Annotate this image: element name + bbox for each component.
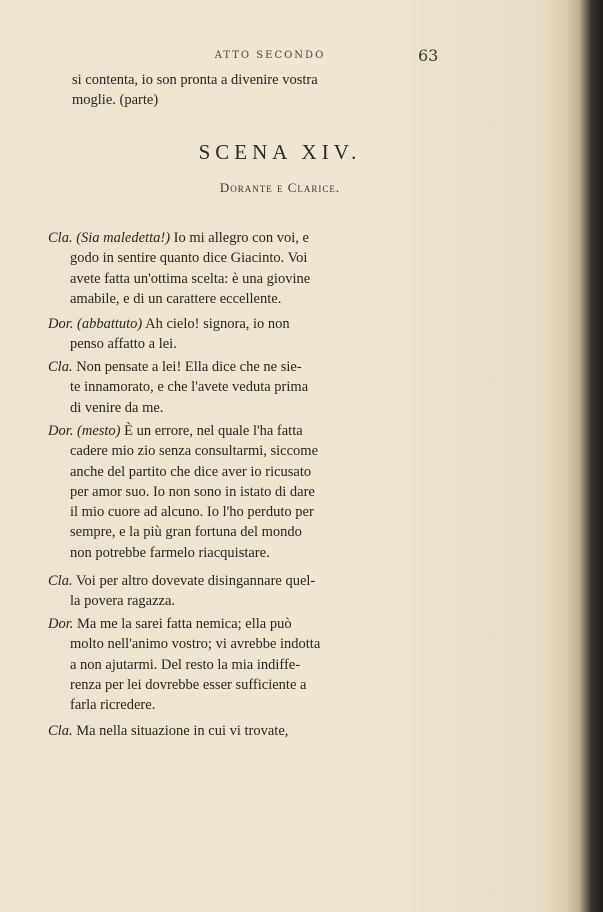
text-line: Voi per altro dovevate disingannare quel- [75,573,316,589]
stage-direction: (Sia maledetta!) [76,230,171,246]
text-line: Ah cielo! signora, io non [145,316,290,332]
speaker-name: Cla. [48,230,73,246]
text-line: avete fatta un'ottima scelta: è una giovine [70,270,311,287]
text-line: si contenta, io son pronta a divenire vostra [72,72,318,88]
speech-block [48,357,450,418]
speaker-name: Cla. [48,723,73,739]
text-line: penso affatto a lei. [70,336,177,353]
continued-text [72,70,450,111]
text-line: non potrebbe farmelo riacquistare. [70,544,270,561]
text-line: a non ajutarmi. Del resto la mia indiffe- [70,656,301,673]
text-line: farla ricredere. [70,697,156,714]
text-line: la povera ragazza. [70,593,176,610]
text-line: cadere mio zio senza consultarmi, siccome [70,443,319,460]
running-header: ATTO SECONDO [214,50,326,61]
text-line: godo in sentire quanto dice Giacinto. Voi [70,250,308,267]
text-line: amabile, e di un carattere eccellente. [70,290,282,307]
text-line: anche del partito che dice aver io ricusato [70,463,312,480]
speaker-name: Dor. [48,423,74,439]
text-line: Io mi allegro con voi, e [173,230,309,246]
speech-block [48,314,450,355]
page-number: 63 [418,46,439,65]
text-line: renza per lei dovrebbe esser sufficiente a [70,676,307,693]
text-line: Non pensate a lei! Ella dice che ne sie- [76,359,302,375]
text-line: Ma nella situazione in cui vi trovate, [76,723,289,739]
speech-block [48,614,450,715]
speaker-name: Dor. [48,316,74,332]
speech-block [48,228,450,309]
speech-block [48,571,450,612]
speech-block [48,721,450,741]
speaker-name: Cla. [48,573,73,589]
text-line: moglie. (parte) [72,92,159,109]
text-line: te innamorato, e che l'avete veduta prima [70,379,309,396]
text-line: di venire da me. [70,399,164,416]
speaker-name: Dor. [48,616,74,632]
text-line: molto nell'animo vostro; vi avrebbe indotta [70,636,321,653]
speaker-name: Cla. [48,359,73,375]
text-line: il mio cuore ad alcuno. Io l'ho perduto per [70,504,314,521]
scene-characters: Dorante e Clarice. [219,180,341,195]
scene-title: SCENA XIV. [198,140,362,164]
text-line: È un errore, nel quale l'ha fatta [124,423,303,439]
text-line: sempre, e la più gran fortuna del mondo [70,524,302,541]
text-line: per amor suo. Io non sono in istato di dare [70,483,315,500]
speech-block [48,421,450,563]
text-line: Ma me la sarei fatta nemica; ella può [77,616,292,632]
stage-direction: (mesto) [77,423,121,439]
stage-direction: (abbattuto) [77,316,143,332]
